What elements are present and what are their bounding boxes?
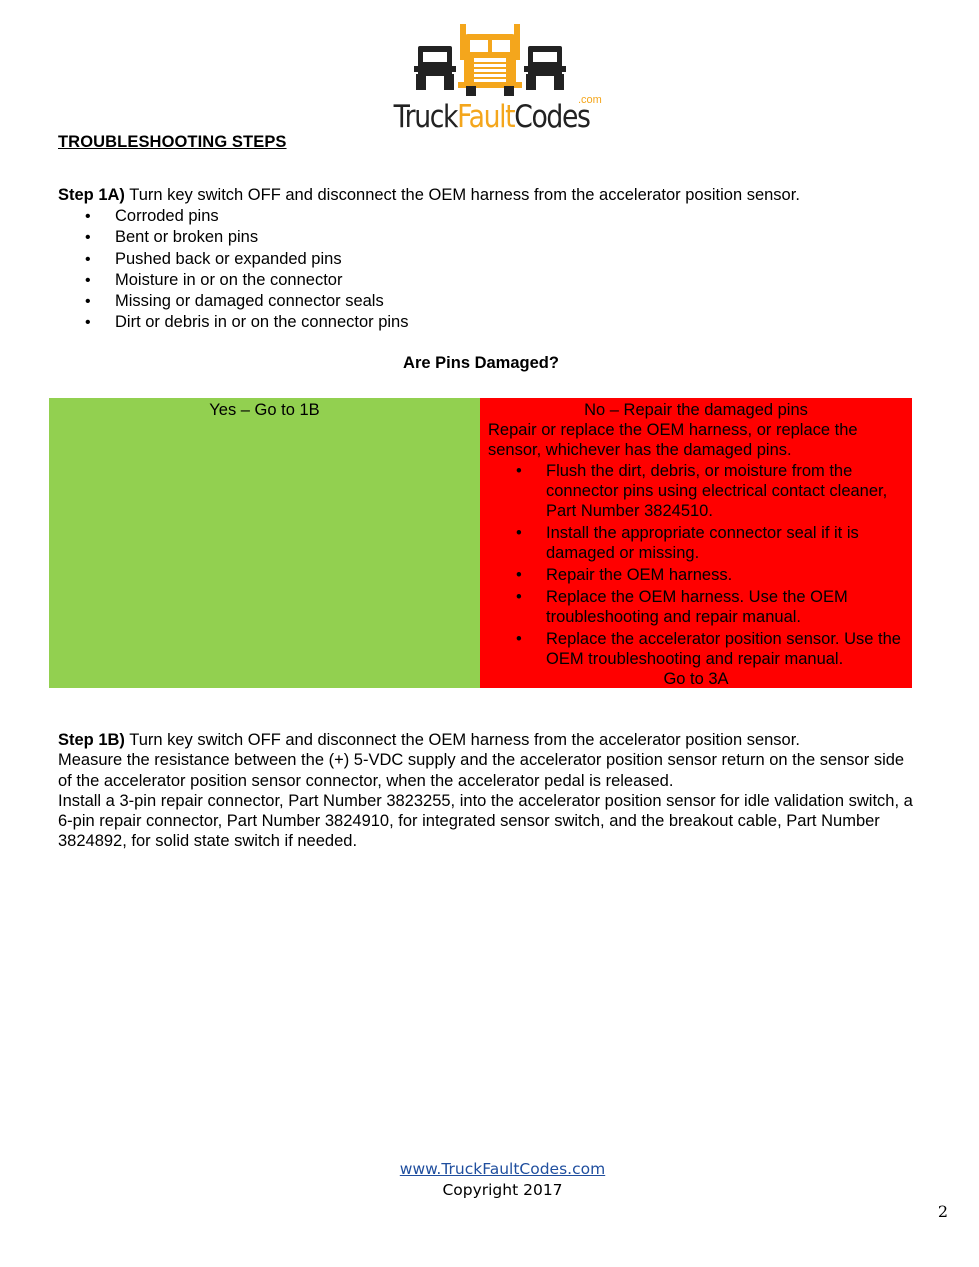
footer-copyright: Copyright 2017 [442,1181,563,1199]
step-1a-label: Step 1A) [58,186,125,204]
no-cell-title: No – Repair the damaged pins [584,401,808,419]
no-cell-intro: Repair or replace the OEM harness, or replace the sensor, whichever has the damaged pins. [488,421,858,459]
list-item: • Flush the dirt, debris, or moisture from the connector pins using electrical contact cleaner, Part Number 3824510. [488,461,904,521]
truck-icon [414,22,566,98]
no-cell [480,398,912,688]
list-item: • Replace the accelerator position sensor. Use the OEM troubleshooting and repair manual. [488,629,904,669]
step-1b-text-2: Measure the resistance between the (+) 5-VDC supply and the accelerator position sensor return on the sensor side of the accelerator position sensor connector, when the accelerator pedal is released. [58,751,905,790]
repair-list [488,461,904,669]
footer-website-link[interactable]: www.TruckFaultCodes.com [399,1160,606,1178]
step-1a-text: Turn key switch OFF and disconnect the OEM harness from the accelerator position sensor. [124,186,800,204]
list-item: • Bent or broken pins [58,227,408,248]
step-1b-text-1: Turn key switch OFF and disconnect the OEM harness from the accelerator position sensor. [124,731,800,749]
list-item: • Pushed back or expanded pins [58,249,408,270]
step-1b-text-3: Install a 3-pin repair connector, Part Number 3823255, into the accelerator position sensor for idle validation switch, a 6-pin repair connector, Part Number 3824910, for integrated sensor switch, and the breakout cable, Part Number 3824892, for solid state switch if needed. [58,791,913,851]
no-cell-footer: Go to 3A [663,670,729,688]
truckfaultcodes-logo [378,22,602,135]
step-1b-label: Step 1B) [58,731,125,749]
list-item: • Moisture in or on the connector [58,270,408,291]
pin-checklist [58,206,408,334]
yes-cell: Yes – Go to 1B [49,398,480,688]
section-heading: TROUBLESHOOTING STEPS [58,133,287,151]
list-item: • Replace the OEM harness. Use the OEM troubleshooting and repair manual. [488,587,904,627]
list-item: • Dirt or debris in or on the connector pins [58,312,408,333]
logo-com: .com [578,94,602,106]
decision-table [49,398,912,688]
step-1b [58,730,918,852]
list-item: • Corroded pins [58,206,408,227]
step-1a [58,185,918,205]
decision-question: Are Pins Damaged? [403,354,559,372]
list-item: • Install the appropriate connector seal if it is damaged or missing. [488,523,904,563]
page-number: 2 [937,1202,948,1221]
logo-text: TruckFaultCodes [393,99,590,135]
list-item: • Missing or damaged connector seals [58,291,408,312]
list-item: • Repair the OEM harness. [488,565,904,585]
